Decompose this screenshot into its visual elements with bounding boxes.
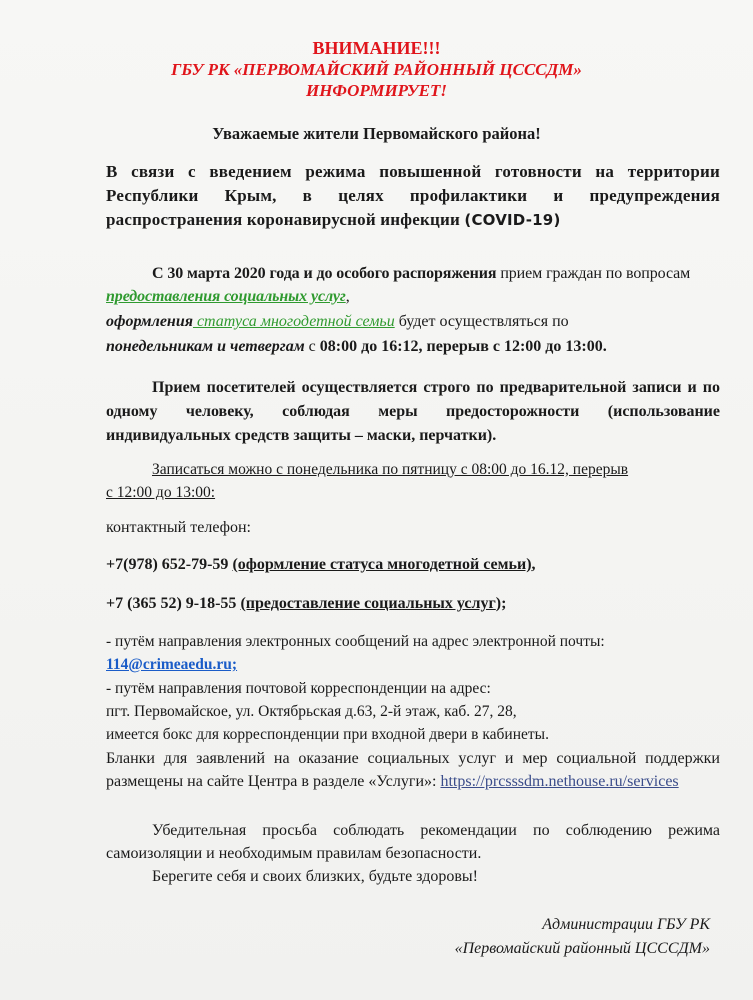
schedule-text1: прием граждан по вопросам <box>496 265 691 282</box>
signature-line1: Администрации ГБУ РК <box>542 916 710 933</box>
schedule-days: понедельникам и четвергам <box>106 338 305 355</box>
reception-paragraph: Прием посетителей осуществляется строго по предварительной записи и по одному человеку, соблюдая меры предосторожности (использование индивидуальных средств защиты – маски, перчатки). <box>106 379 720 444</box>
post-paragraph <box>106 677 720 746</box>
contact-label: контактный телефон: <box>106 519 251 536</box>
phone-line-1 <box>106 553 720 576</box>
schedule-hours: 08:00 до 16:12, перерыв с 12:00 до 13:00. <box>319 338 607 355</box>
schedule-registration: оформления <box>106 313 193 330</box>
request-paragraph: Убедительная просьба соблюдать рекомендации по соблюдению режима самоизоляции и необходимым правилам безопасности. <box>106 822 720 862</box>
post-line1: - путём направления почтовой корреспонденции на адрес: <box>106 680 491 697</box>
forms-url-link[interactable]: https://prcsssdm.nethouse.ru/services <box>440 773 679 790</box>
phone-number-2[interactable]: +7 (365 52) 9-18-55 <box>106 595 237 612</box>
phone-desc-1: (оформление статуса многодетной семьи) <box>232 556 532 573</box>
signup-paragraph <box>106 458 720 504</box>
header-organization: ГБУ РК «ПЕРВОМАЙСКИЙ РАЙОННЫЙ ЦСССДМ» <box>171 60 582 79</box>
signup-line1: Записаться можно с понедельника по пятницу с 08:00 до 16.12, перерыв <box>152 461 629 478</box>
schedule-text3: с <box>304 338 320 355</box>
post-line2: пгт. Первомайское, ул. Октябрьская д.63, 2-й этаж, каб. 27, 28, <box>106 703 517 720</box>
forms-text: Бланки для заявлений на оказание социальных услуг и мер социальной поддержки размещены на сайте Центра в разделе «Услуги»: <box>106 750 720 790</box>
email-text: - путём направления электронных сообщений на адрес электронной почты: <box>106 633 605 650</box>
notice-header <box>0 38 753 101</box>
intro-paragraph <box>106 160 720 232</box>
schedule-paragraph <box>106 262 720 358</box>
phone-desc-2: (предоставление социальных услуг <box>240 595 496 612</box>
header-informs: ИНФОРМИРУЕТ! <box>305 81 448 100</box>
schedule-services: предоставления социальных услуг <box>106 288 346 305</box>
header-attention: ВНИМАНИЕ!!! <box>312 38 441 58</box>
phone-end-2: ); <box>495 595 507 612</box>
email-link[interactable]: 114@crimeaedu.ru; <box>106 656 238 673</box>
intro-text: В связи с введением режима повышенной готовности на территории Республики Крым, в целях профилактики и предупреждения распространения коронавирусной инфекции <box>106 162 720 229</box>
signature-line2: «Первомайский районный ЦСССДМ» <box>454 940 710 957</box>
greeting: Уважаемые жители Первомайского района! <box>212 124 541 143</box>
farewell-line: Берегите себя и своих близких, будьте здоровы! <box>152 868 478 885</box>
forms-paragraph <box>106 747 720 793</box>
signature-block <box>420 913 710 961</box>
schedule-date: С 30 марта 2020 года и до особого распоряжения <box>152 265 497 282</box>
phone-line-2 <box>106 592 720 615</box>
schedule-status: статуса многодетной семьи <box>192 313 395 330</box>
schedule-text2: будет осуществляться по <box>394 313 569 330</box>
intro-covid: (COVID-19) <box>464 211 561 229</box>
post-line3: имеется бокс для корреспонденции при входной двери в кабинеты. <box>106 726 549 743</box>
schedule-comma: , <box>345 288 350 305</box>
phone-end-1: , <box>531 556 536 573</box>
signup-line2: с 12:00 до 13:00: <box>106 484 216 501</box>
phone-number-1[interactable]: +7(978) 652-79-59 <box>106 556 229 573</box>
email-paragraph <box>106 630 720 676</box>
